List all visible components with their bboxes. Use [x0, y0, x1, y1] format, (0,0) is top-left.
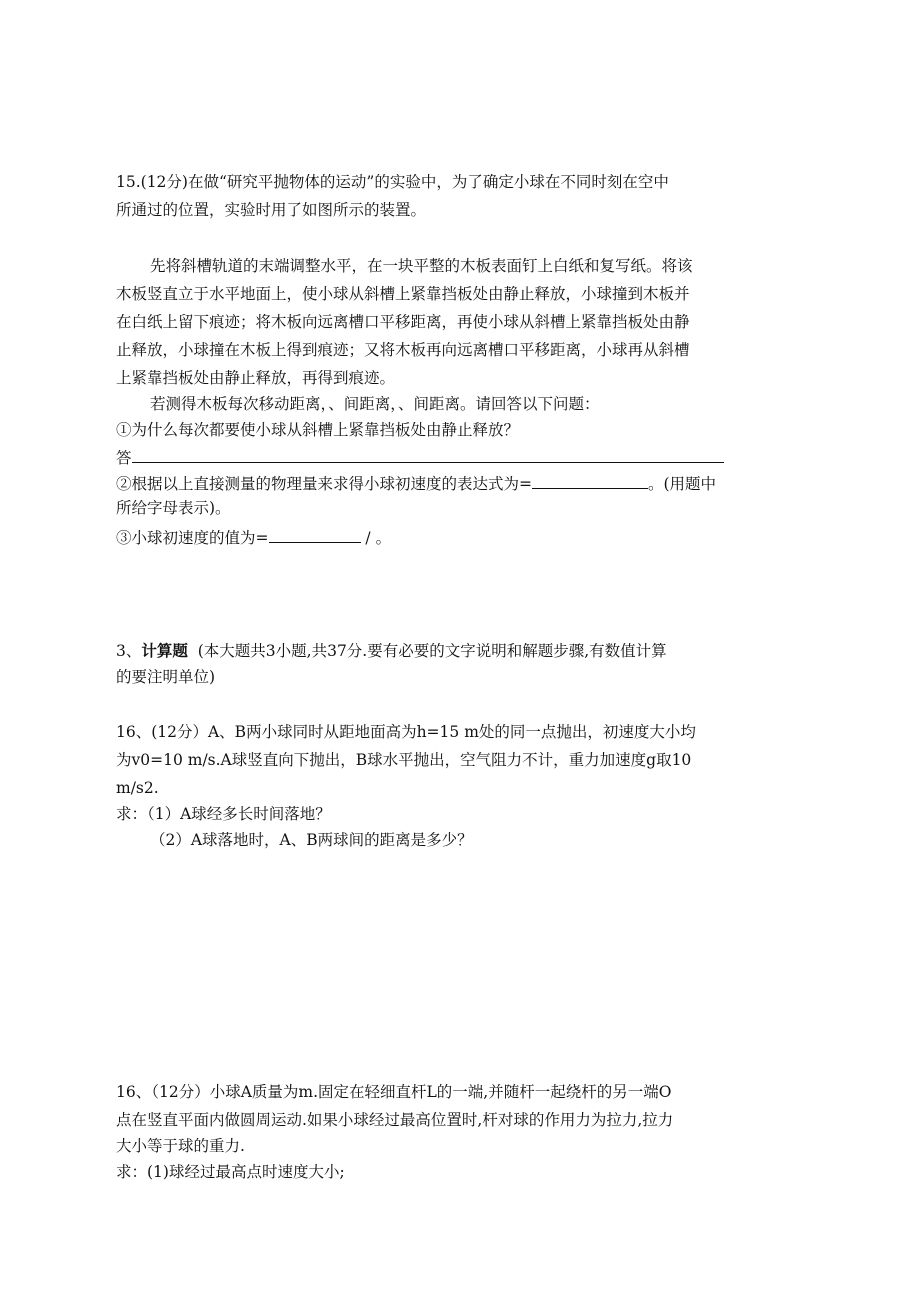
section-description: (本大题共3小题,共37分.要有必要的文字说明和解题步骤,有数值计算: [187, 642, 667, 660]
q15-paragraph-line-5: 上紧靠挡板处由静止释放，再得到痕迹。: [116, 369, 396, 387]
q15-paragraph-line-3: 在白纸上留下痕迹；将木板向远离槽口平移距离，再使小球从斜槽上紧靠挡板处由静: [116, 313, 690, 331]
q16a-ask-2: （2）A球落地时，A、B两球间的距离是多少？: [150, 831, 473, 849]
q15-subquestion-1: ➀为什么每次都要使小球从斜槽上紧靠挡板处由静止释放？: [116, 421, 520, 439]
answer-blank-3[interactable]: [269, 526, 361, 543]
q16b-ask-1: 求：(1)球经过最高点时速度大小;: [116, 1163, 345, 1181]
answer-blank-1[interactable]: [132, 446, 724, 463]
q15-paragraph-line-4: 止释放，小球撞在木板上得到痕迹；又将木板再向远离槽口平移距离，小球再从斜槽: [116, 341, 690, 359]
q15-line-1: 15.(12分)在做“研究平抛物体的运动”的实验中，为了确定小球在不同时刻在空中: [116, 173, 669, 191]
q16b-line-2: 点在竖直平面内做圆周运动.如果小球经过最高位置时,杆对球的作用力为拉力,拉力: [116, 1111, 674, 1129]
subquestion-2-suffix: 。(用题中: [648, 475, 717, 493]
q15-paragraph-line-2: 木板竖直立于水平地面上，使小球从斜槽上紧靠挡板处由静止释放，小球撞到木板并: [116, 285, 690, 303]
q15-paragraph-line-1: 先将斜槽轨道的末端调整水平，在一块平整的木板表面钉上白纸和复写纸。将该: [150, 257, 693, 275]
q15-subquestion-2-cont: 所给字母表示)。: [116, 499, 231, 517]
q16b-line-1: 16、（12分）小球A质量为m.固定在轻细直杆L的一端,并随杆一起绕杆的另一端O: [116, 1083, 672, 1101]
section-number: 3、: [116, 642, 142, 660]
q15-answer-row: [116, 446, 724, 470]
subquestion-3-text: ➂小球初速度的值为=: [116, 529, 269, 547]
section-3-description-cont: 的要注明单位): [116, 668, 216, 686]
q15-line-2: 所通过的位置，实验时用了如图所示的装置。: [116, 201, 427, 219]
q16a-ask-1: 求：（1）A球经多长时间落地？: [116, 805, 331, 823]
section-title: 计算题: [141, 641, 188, 660]
q16a-line-3: m/s2.: [116, 779, 159, 797]
q15-subquestion-3: [116, 526, 391, 550]
q15-subquestion-2: [116, 472, 716, 496]
subquestion-2-text: ②根据以上直接测量的物理量来求得小球初速度的表达式为=: [116, 475, 532, 493]
subquestion-3-unit: / 。: [360, 529, 392, 547]
q16b-line-3: 大小等于球的重力.: [116, 1137, 245, 1155]
q15-measurement-line: 若测得木板每次移动距离，、间距离，、间距离。请回答以下问题：: [150, 395, 600, 413]
answer-blank-2[interactable]: [532, 472, 648, 489]
q16a-line-1: 16、(12分）A、B两小球同时从距地面高为h=15 m处的同一点抛出，初速度大小均: [116, 723, 696, 741]
answer-label: 答: [116, 449, 132, 467]
section-3-heading: [116, 640, 667, 663]
q16a-line-2: 为v0=10 m/s.A球竖直向下抛出，B球水平抛出，空气阻力不计，重力加速度g取10: [116, 751, 692, 769]
